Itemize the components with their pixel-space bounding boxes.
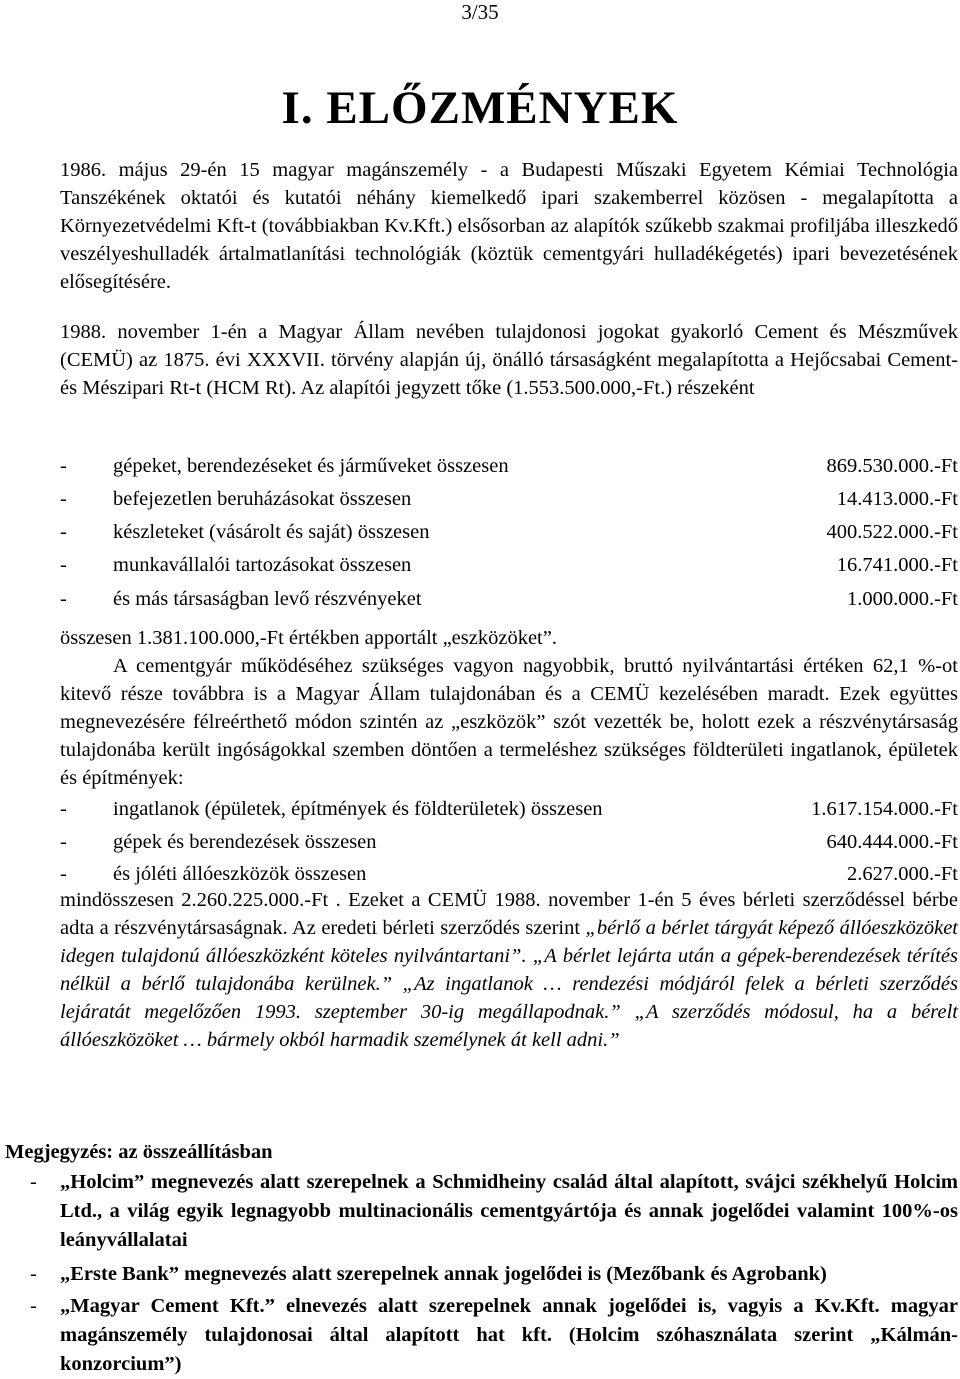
list-dash: - — [60, 831, 67, 853]
note-text: „Magyar Cement Kft.” elnevezés alatt szerepelnek annak jogelődei is, vagyis a Kv.Kft. magyar magánszemély tulajdonosai által alapított hat kft. (Holcim szóhasználata szerint „Kálmán-konzorcium”) — [60, 1295, 958, 1375]
item-label: és jóléti állóeszközök összesen — [113, 863, 367, 885]
apport-item — [60, 518, 958, 546]
paragraph-text: 1988. november 1-én a Magyar Állam nevében tulajdonosi jogokat gyakorló Cement és Mészművek (CEMÜ) az 1875. évi XXXVII. törvény alapján új, önálló társaságként megalapította a Hejőcsabai Cement- és Mészipari Rt-t (HCM Rt). Az alapítói jegyzett tőke (1.553.500.000,-Ft.) részeként — [60, 321, 958, 399]
list-dash: - — [60, 863, 67, 885]
state-asset-item — [60, 795, 958, 823]
paragraph-apport-total — [60, 624, 958, 652]
list-dash: - — [60, 554, 67, 576]
apport-item — [60, 551, 958, 579]
paragraph-state-assets — [60, 652, 958, 792]
list-dash: - — [60, 521, 67, 543]
item-amount: 16.741.000.-Ft — [836, 554, 958, 576]
note-text: „Holcim” megnevezés alatt szerepelnek a Schmidheiny család által alapított, svájci székhelyű Holcim Ltd., a világ egyik legnagyobb multinacionális cementgyártója és annak jogelődei valamint 100%-os leányvállalatai — [60, 1171, 958, 1251]
item-label: munkavállalói tartozásokat összesen — [113, 554, 412, 576]
note-text: „Erste Bank” megnevezés alatt szerepelnek annak jogelődei is (Mezőbank és Agrobank) — [60, 1263, 827, 1285]
lease-quote: „bérlő a bérlet tárgyát képező állóeszközöket idegen tulajdonú állóeszközként köteles nyilvántartani”. „A bérlet lejárta után a gépek-berendezések térítés nélkül a bérlő tulajdonába kerülnek.” „Az ingatlanok … rendezési módjáról felek a bérleti szerződés lejáratát megelőzően 1993. szeptember 30-ig megállapodnak.” „A szerződés módosul, ha a bérelt állóeszközöket … bármely okból harmadik személynek át kell adni.” — [60, 917, 959, 1051]
paragraph-lease — [60, 886, 958, 1054]
list-dash: - — [30, 1295, 37, 1317]
list-dash: - — [60, 488, 67, 510]
paragraph-text — [60, 886, 958, 1054]
page-number: 3/35 — [461, 0, 499, 24]
state-asset-item — [60, 828, 958, 856]
list-dash: - — [60, 588, 67, 610]
item-label: gépeket, berendezéseket és járműveket összesen — [113, 455, 509, 477]
list-dash: - — [30, 1263, 37, 1285]
list-dash: - — [60, 798, 67, 820]
list-dash: - — [60, 455, 67, 477]
note-title: Megjegyzés: az összeállításban — [5, 1141, 273, 1163]
item-amount: 869.530.000.-Ft — [826, 455, 958, 477]
lease-text: mindösszesen 2.260.225.000.-Ft . Ezeket a CEMÜ 1988. november 1-én 5 éves bérleti szerződéssel bérbe adta a részvénytársaságnak. Az eredeti bérleti szerződés szerint — [60, 889, 958, 939]
item-amount: 400.522.000.-Ft — [826, 521, 958, 543]
note-item — [30, 1168, 958, 1255]
item-label: befejezetlen beruházásokat összesen — [113, 488, 412, 510]
item-label: készleteket (vásárolt és saját) összesen — [113, 521, 430, 543]
apport-item — [60, 452, 958, 480]
paragraph-founding-hcm — [60, 318, 958, 402]
item-amount: 14.413.000.-Ft — [836, 488, 958, 510]
note-item — [30, 1292, 958, 1379]
item-label: ingatlanok (épületek, építmények és földterületek) összesen — [113, 798, 603, 820]
paragraph-founding-kvkft — [60, 156, 958, 296]
paragraph-text: A cementgyár működéséhez szükséges vagyon nagyobbik, bruttó nyilvántartási értéken 62,1 %-ot kitevő része továbbra is a Magyar Állam tulajdonában és a CEMÜ kezelésében maradt. Ezek együttes megnevezésére félreérthető módon szintén az „eszközök” szót vezették be, holott ezek a részvénytársaság tulajdonába került ingóságokkal szemben döntően a termeléshez szükséges földterületi ingatlanok, épületek és építmények: — [60, 655, 958, 789]
paragraph-text: 1986. május 29-én 15 magyar magánszemély - a Budapesti Műszaki Egyetem Kémiai Technológia Tanszékének oktatói és kutatói néhány kiemelkedő ipari szakemberrel közösen - megalapította a Környezetvédelmi Kft-t (továbbiakban Kv.Kft.) elsősorban az alapítók szűkebb szakmai profiljába illeszkedő veszélyeshulladék ártalmatlanítási technológiák (köztük cementgyári hulladékégetés) ipari bevezetésének elősegítésére. — [60, 159, 958, 293]
item-label: gépek és berendezések összesen — [113, 831, 377, 853]
item-label: és más társaságban levő részvényeket — [113, 588, 422, 610]
item-amount: 1.000.000.-Ft — [846, 588, 958, 610]
state-asset-item — [60, 860, 958, 888]
item-amount: 640.444.000.-Ft — [826, 831, 958, 853]
item-amount: 1.617.154.000.-Ft — [811, 798, 958, 820]
paragraph-text: összesen 1.381.100.000,-Ft értékben apportált „eszközöket”. — [60, 627, 557, 649]
list-dash: - — [30, 1171, 37, 1193]
note-item — [30, 1260, 958, 1289]
apport-item — [60, 485, 958, 513]
chapter-title: I. ELŐZMÉNYEK — [281, 82, 679, 134]
item-amount: 2.627.000.-Ft — [846, 863, 958, 885]
apport-item — [60, 585, 958, 613]
